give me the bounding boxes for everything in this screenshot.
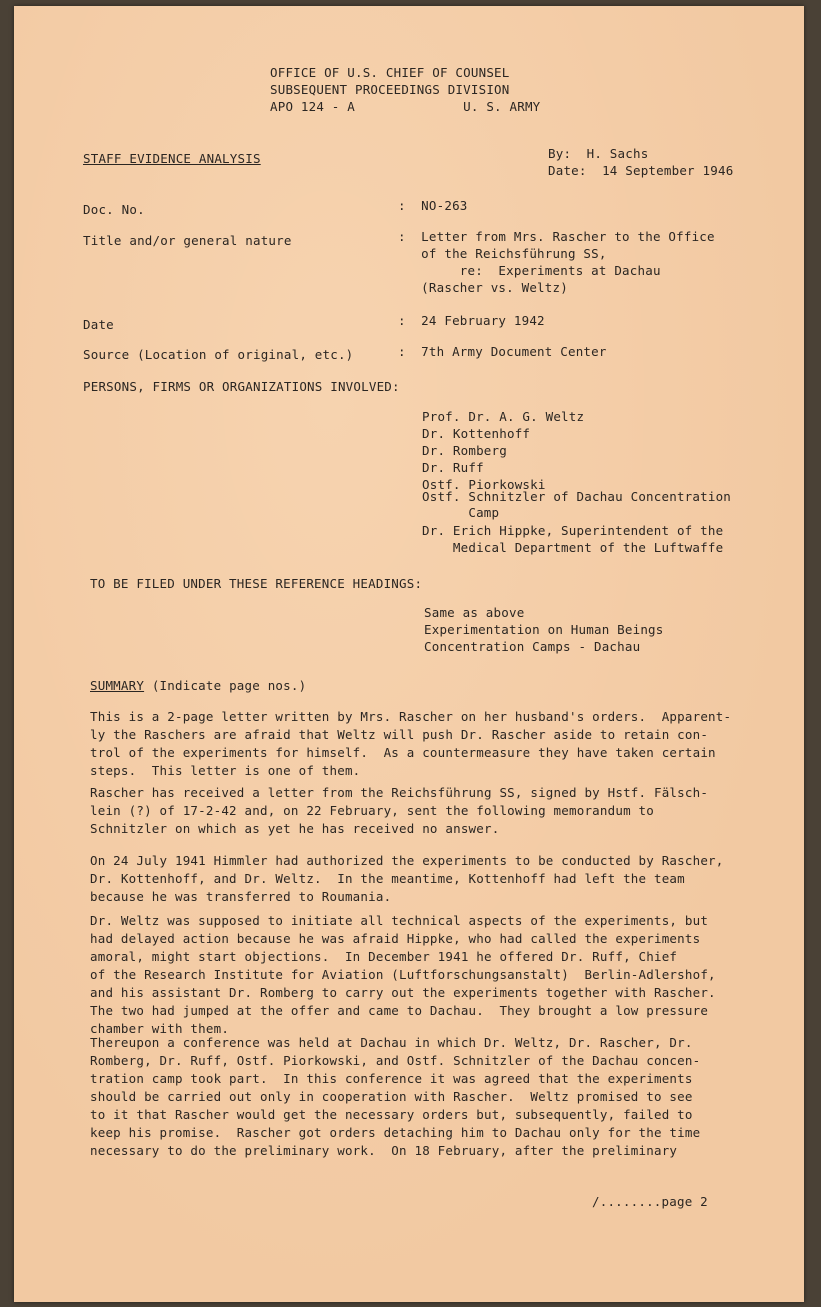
summary-label: SUMMARY: [90, 678, 145, 693]
person-item: Dr. Romberg: [422, 443, 507, 458]
title-label: Title and/or general nature: [83, 233, 292, 248]
paragraph-line: Dr. Weltz was supposed to initiate all technical aspects of the experiments, but: [90, 913, 709, 928]
summary-paragraph-4: [90, 912, 716, 1038]
person-item: Dr. Kottenhoff: [422, 426, 531, 441]
person-item: Camp: [422, 505, 500, 520]
reference-item: Same as above: [424, 605, 525, 620]
doc-no-label: Doc. No.: [83, 202, 145, 217]
doc-no-value: : NO-263: [398, 198, 468, 213]
paragraph-line: necessary to do the preliminary work. On 18 February, after the preliminary: [90, 1143, 678, 1158]
summary-paragraph-2: [90, 784, 708, 838]
author-line: By: H. Sachs: [548, 146, 649, 161]
summary-paragraph-1: [90, 708, 731, 780]
document-heading: STAFF EVIDENCE ANALYSIS: [83, 151, 261, 166]
paragraph-line: should be carried out only in cooperation with Rascher. Weltz promised to see: [90, 1089, 693, 1104]
paragraph-line: chamber with them.: [90, 1021, 230, 1036]
source-value: : 7th Army Document Center: [398, 344, 607, 359]
summary-paragraph-5: [90, 1034, 700, 1160]
paragraph-line: Romberg, Dr. Ruff, Ostf. Piorkowski, and Ostf. Schnitzler of the Dachau concen-: [90, 1053, 701, 1068]
person-item: Dr. Ruff: [422, 460, 484, 475]
title-value-line-1: : Letter from Mrs. Rascher to the Office: [398, 229, 715, 244]
title-value-line-3: re: Experiments at Dachau: [398, 263, 661, 278]
date-value: : 24 February 1942: [398, 313, 545, 328]
persons-heading: PERSONS, FIRMS OR ORGANIZATIONS INVOLVED:: [83, 379, 400, 394]
paragraph-line: to it that Rascher would get the necessary orders but, subsequently, failed to: [90, 1107, 693, 1122]
paragraph-line: tration camp took part. In this conference it was agreed that the experiments: [90, 1071, 693, 1086]
summary-heading: [90, 677, 306, 695]
paragraph-line: trol of the experiments for himself. As a countermeasure they have taken certain: [90, 745, 716, 760]
letterhead-line-3: APO 124 - A U. S. ARMY: [270, 99, 541, 114]
paragraph-line: amoral, might start objections. In December 1941 he offered Dr. Ruff, Chief: [90, 949, 678, 964]
paragraph-line: On 24 July 1941 Himmler had authorized the experiments to be conducted by Rascher,: [90, 853, 724, 868]
paragraph-line: had delayed action because he was afraid Hippke, who had called the experiments: [90, 931, 701, 946]
summary-note: (Indicate page nos.): [144, 678, 307, 693]
paragraph-line: ly the Raschers are afraid that Weltz will push Dr. Rascher aside to retain con-: [90, 727, 709, 742]
page-continuation: /........page 2: [592, 1194, 708, 1209]
person-item: Ostf. Schnitzler of Dachau Concentration: [422, 489, 732, 504]
source-label: Source (Location of original, etc.): [83, 347, 354, 362]
paragraph-line: Dr. Kottenhoff, and Dr. Weltz. In the meantime, Kottenhoff had left the team: [90, 871, 685, 886]
title-value-line-2: of the Reichsführung SS,: [398, 246, 607, 261]
reference-heading: TO BE FILED UNDER THESE REFERENCE HEADINGS:: [90, 576, 423, 591]
person-item: Prof. Dr. A. G. Weltz: [422, 409, 585, 424]
paragraph-line: This is a 2-page letter written by Mrs. Rascher on her husband's orders. Apparent-: [90, 709, 732, 724]
person-item: Ostf. Piorkowski: [422, 477, 546, 492]
paragraph-line: Schnitzler on which as yet he has received no answer.: [90, 821, 500, 836]
reference-item: Concentration Camps - Dachau: [424, 639, 641, 654]
date-label: Date: [83, 317, 114, 332]
letterhead-line-1: OFFICE OF U.S. CHIEF OF COUNSEL: [270, 65, 510, 80]
title-value-line-4: (Rascher vs. Weltz): [398, 280, 568, 295]
paragraph-line: because he was transferred to Roumania.: [90, 889, 392, 904]
paragraph-line: steps. This letter is one of them.: [90, 763, 361, 778]
paragraph-line: keep his promise. Rascher got orders detaching him to Dachau only for the time: [90, 1125, 701, 1140]
letterhead-line-2: SUBSEQUENT PROCEEDINGS DIVISION: [270, 82, 510, 97]
paragraph-line: Thereupon a conference was held at Dachau in which Dr. Weltz, Dr. Rascher, Dr.: [90, 1035, 693, 1050]
date-line: Date: 14 September 1946: [548, 163, 734, 178]
paragraph-line: The two had jumped at the offer and came to Dachau. They brought a low pressure: [90, 1003, 709, 1018]
paragraph-line: Rascher has received a letter from the Reichsführung SS, signed by Hstf. Fälsch-: [90, 785, 709, 800]
paragraph-line: lein (?) of 17-2-42 and, on 22 February, sent the following memorandum to: [90, 803, 654, 818]
person-item: Dr. Erich Hippke, Superintendent of the: [422, 523, 724, 538]
person-item: Medical Department of the Luftwaffe: [422, 540, 724, 555]
summary-paragraph-3: [90, 852, 724, 906]
paragraph-line: of the Research Institute for Aviation (Luftforschungsanstalt) Berlin-Adlershof,: [90, 967, 716, 982]
paragraph-line: and his assistant Dr. Romberg to carry out the experiments together with Rascher.: [90, 985, 716, 1000]
reference-item: Experimentation on Human Beings: [424, 622, 664, 637]
